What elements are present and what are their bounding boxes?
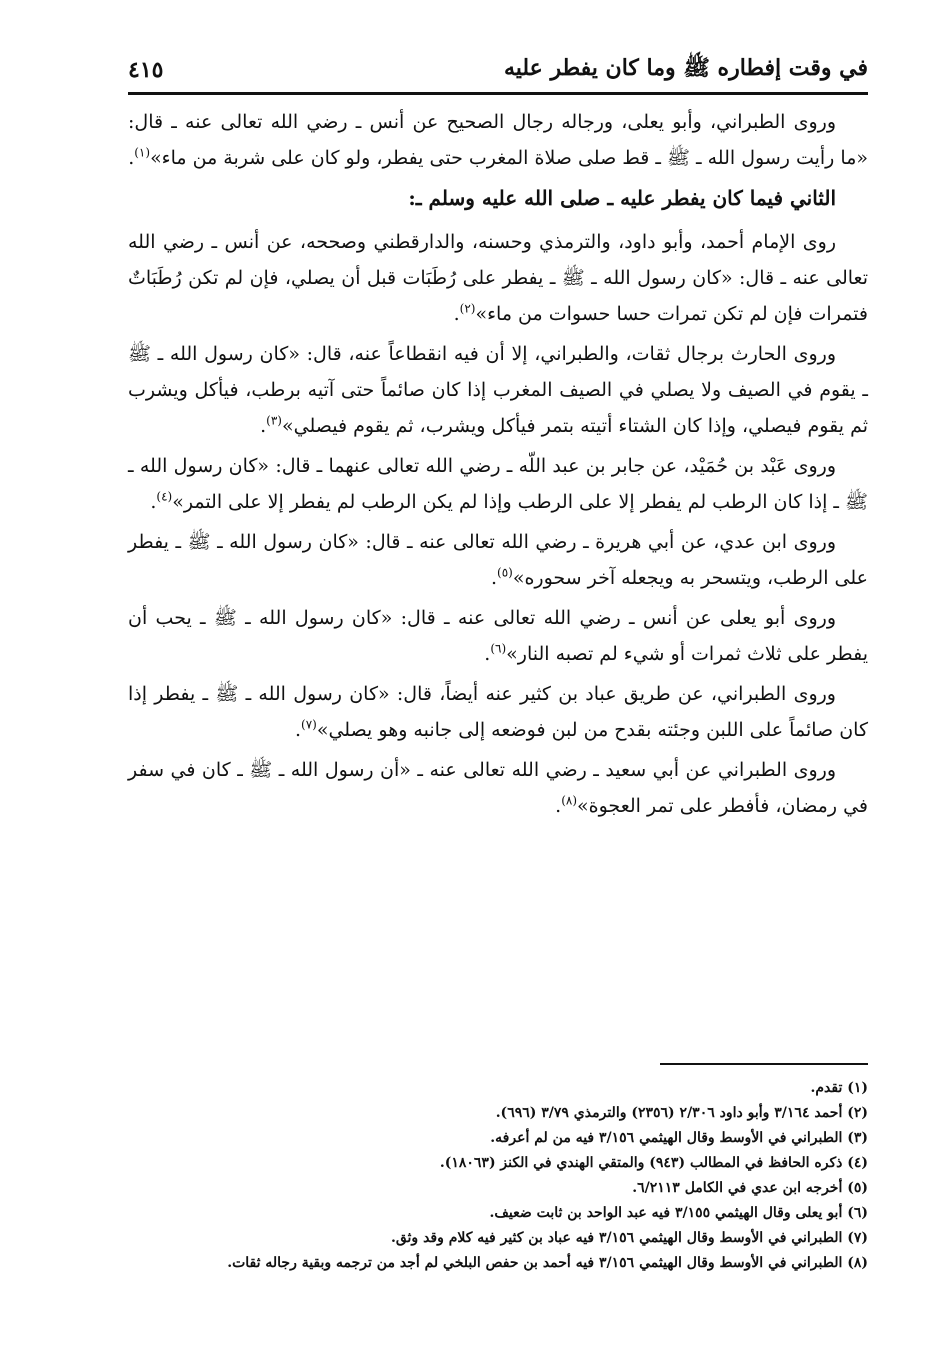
paragraph-1-text: وروى الطبراني، وأبو يعلى، ورجاله رجال الصحيح عن أنس ـ رضي الله تعالى عنه ـ قال: «ما رأيت رسول الله ـ ﷺ ـ قط صلى صلاة المغرب حتى يفطر، ولو كان على شربة من ماء»	[128, 111, 868, 169]
footnote: (٧) الطبراني في الأوسط وقال الهيثمي ٣/١٥٦ فيه عباد بن كثير فيه كلام وقد وثق.	[390, 1230, 868, 1246]
header-title: في وقت إفطاره ﷺ وما كان يفطر عليه	[503, 55, 868, 81]
paragraph-4: وروى عَبْد بن حُمَيْد، عن جابر بن عبد اللّه ـ رضي الله تعالى عنهما ـ قال: «كان رسول الله ـ ﷺ ـ إذا كان الرطب لم يفطر إلا على الرطب وإذا لم يكن الرطب لم يفطر إلا على التمر»$^{(٤)}$.	[128, 455, 868, 513]
paragraph-2: روى الإمام أحمد، وأبو داود، والترمذي وحسنه، والدارقطني وصححه، عن أنس ـ رضي الله تعالى عنه ـ قال: «كان رسول الله ـ ﷺ ـ يفطر على رُطَبَات قبل أن يصلي، فإن لم تكن رُطَبَاتٌ فتمرات فإن لم تكن تمرات حسا حسوات من ماء»$^{(٢)}$.	[128, 231, 868, 325]
main-text	[128, 104, 868, 828]
header-rule	[128, 92, 868, 95]
footnote: (٨) الطبراني في الأوسط وقال الهيثمي ٣/١٥٦ فيه أحمد بن حفص البلخي لم أجد من ترجمه وبقية رجاله ثقات.	[227, 1255, 868, 1271]
paragraph-8: وروى الطبراني عن أبي سعيد ـ رضي الله تعالى عنه ـ «أن رسول الله ـ ﷺ ـ كان في سفر في رمضان، فأفطر على تمر العجوة»$^{(٨)}$.	[128, 759, 868, 817]
paragraph-4-text: وروى عَبْد بن حُمَيْد، عن جابر بن عبد اللّه ـ رضي الله تعالى عنهما ـ قال: «كان رسول الله ـ ﷺ ـ إذا كان الرطب لم يفطر إلا على الرطب وإذا لم يكن الرطب لم يفطر إلا على التمر»	[128, 455, 868, 513]
paragraph-3-text: وروى الحارث برجال ثقات، والطبراني، إلا أن فيه انقطاعاً عنه، قال: «كان رسول الله ـ ﷺ ـ يقوم في الصيف ولا يصلي في الصيف المغرب إذا كان صائماً حتى آتيه برطب، فيأكل ويشرب ثم يقوم فيصلي، وإذا كان الشتاء أتيته بتمر فيأكل ويشرب، ثم يقوم فيصلي»	[128, 343, 868, 437]
footnote: (٣) الطبراني في الأوسط وقال الهيثمي ٣/١٥٦ فيه من لم أعرفه.	[490, 1130, 868, 1146]
footnote: (٢) أحمد ٣/١٦٤ وأبو داود ٢/٣٠٦ (٢٣٥٦) والترمذي ٣/٧٩ (٦٩٦).	[495, 1105, 868, 1121]
footnote: (٦) أبو يعلى وقال الهيثمي ٣/١٥٥ فيه عبد الواحد بن ثابت ضعيف.	[489, 1205, 868, 1221]
paragraph-6: وروى أبو يعلى عن أنس ـ رضي الله تعالى عنه ـ قال: «كان رسول الله ـ ﷺ ـ يحب أن يفطر على ثلاث ثمرات أو شيء لم تصبه النار»$^{(٦)}$.	[128, 607, 868, 665]
footnote-ref-4: (٤)	[156, 489, 173, 504]
paragraph-8-text: وروى الطبراني عن أبي سعيد ـ رضي الله تعالى عنه ـ «أن رسول الله ـ ﷺ ـ كان في سفر في رمضان، فأفطر على تمر العجوة»	[128, 759, 868, 817]
footnote-ref-8: (٨)	[561, 793, 578, 808]
paragraph-1: وروى الطبراني، وأبو يعلى، ورجاله رجال الصحيح عن أنس ـ رضي الله تعالى عنه ـ قال: «ما رأيت رسول الله ـ ﷺ ـ قط صلى صلاة المغرب حتى يفطر، ولو كان على شربة من ماء»$^{(١)}$.	[128, 111, 868, 169]
footnote-ref-6: (٦)	[490, 641, 507, 656]
footnote-ref-5: (٥)	[497, 565, 513, 580]
footnote-ref-2: (٢)	[459, 301, 476, 316]
section-heading: الثاني فيما كان يفطر عليه ـ صلى الله عليه وسلم ـ:	[408, 186, 836, 210]
footnote-ref-1: (١)	[134, 145, 151, 160]
footnote: (١) تقدم.	[810, 1080, 868, 1096]
paragraph-5: وروى ابن عدي، عن أبي هريرة ـ رضي الله تعالى عنه ـ قال: «كان رسول الله ـ ﷺ ـ يفطر على الرطب، ويتسحر به ويجعله آخر سحوره»$^{(٥)}$.	[128, 531, 868, 589]
footnote-ref-7: (٧)	[301, 717, 317, 732]
paragraph-2-text: روى الإمام أحمد، وأبو داود، والترمذي وحسنه، والدارقطني وصححه، عن أنس ـ رضي الله تعالى عنه ـ قال: «كان رسول الله ـ ﷺ ـ يفطر على رُطَبَات قبل أن يصلي، فإن لم تكن رُطَبَاتٌ فتمرات فإن لم تكن تمرات حسا حسوات من ماء»	[128, 231, 868, 325]
paragraph-7-text: وروى الطبراني، عن طريق عباد بن كثير عنه أيضاً، قال: «كان رسول الله ـ ﷺ ـ يفطر إذا كان صائماً على اللبن وجئته بقدح من لبن فوضعه إلى جانبه وهو يصلي»	[128, 683, 868, 741]
footnotes	[128, 1076, 868, 1276]
footnote: (٥) أخرجه ابن عدي في الكامل ٦/٢١١٣.	[632, 1180, 868, 1196]
paragraph-7: وروى الطبراني، عن طريق عباد بن كثير عنه أيضاً، قال: «كان رسول الله ـ ﷺ ـ يفطر إذا كان صائماً على اللبن وجئته بقدح من لبن فوضعه إلى جانبه وهو يصلي»$^{(٧)}$.	[128, 683, 868, 741]
page-number: ٤١٥	[128, 57, 164, 83]
running-header	[128, 50, 868, 90]
paragraph-3: وروى الحارث برجال ثقات، والطبراني، إلا أن فيه انقطاعاً عنه، قال: «كان رسول الله ـ ﷺ ـ يقوم في الصيف ولا يصلي في الصيف المغرب إذا كان صائماً حتى آتيه برطب، فيأكل ويشرب ثم يقوم فيصلي، وإذا كان الشتاء أتيته بتمر فيأكل ويشرب، ثم يقوم فيصلي»$^{(٣)}$.	[128, 343, 868, 437]
paragraph-6-text: وروى أبو يعلى عن أنس ـ رضي الله تعالى عنه ـ قال: «كان رسول الله ـ ﷺ ـ يحب أن يفطر على ثلاث ثمرات أو شيء لم تصبه النار»	[128, 607, 868, 665]
footnote-ref-3: (٣)	[266, 413, 282, 428]
footnote-rule	[660, 1063, 868, 1065]
footnote: (٤) ذكره الحافظ في المطالب (٩٤٣) والمتقي الهندي في الكنز (١٨٠٦٣).	[439, 1155, 868, 1171]
paragraph-5-text: وروى ابن عدي، عن أبي هريرة ـ رضي الله تعالى عنه ـ قال: «كان رسول الله ـ ﷺ ـ يفطر على الرطب، ويتسحر به ويجعله آخر سحوره»	[128, 531, 868, 589]
